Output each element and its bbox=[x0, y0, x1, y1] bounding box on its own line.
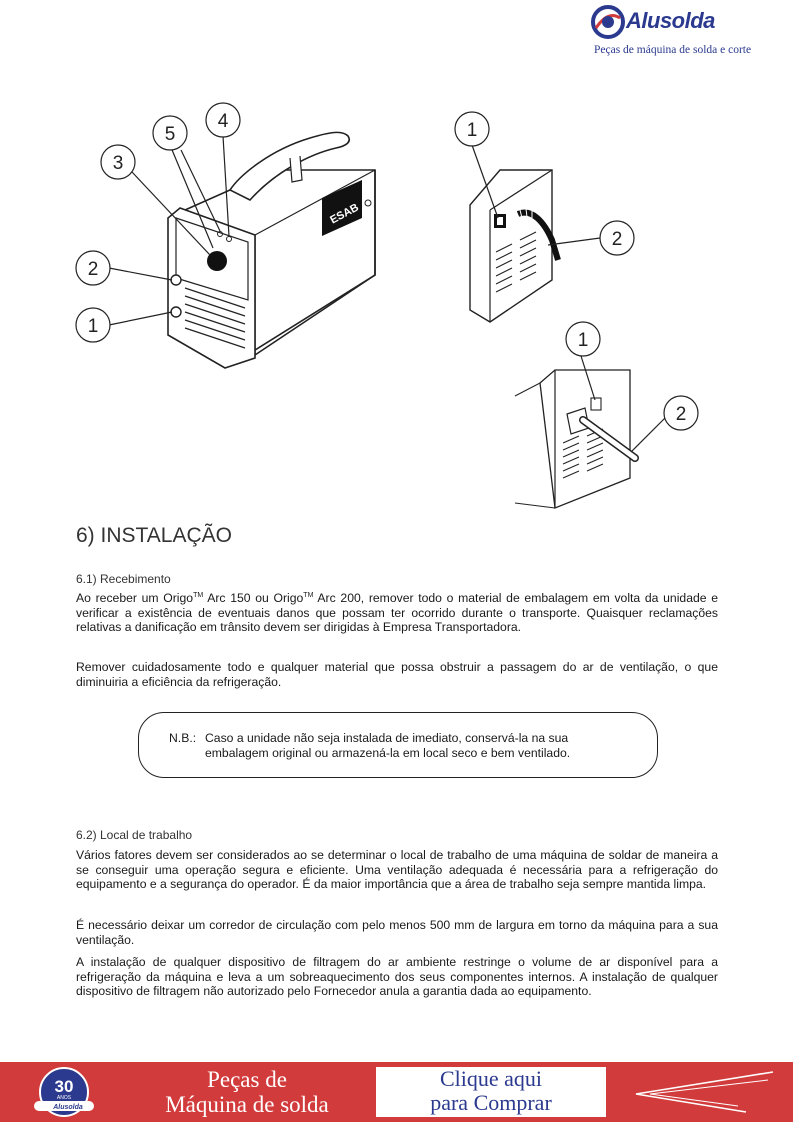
svg-text:5: 5 bbox=[164, 124, 176, 145]
badge-subtitle: ANOS bbox=[56, 1095, 72, 1101]
badge-number: 30 bbox=[54, 1077, 74, 1096]
anniversary-badge-icon bbox=[28, 1066, 100, 1118]
front-brand-label: ESAB bbox=[328, 201, 361, 227]
rear-callout-2 bbox=[600, 221, 634, 255]
svg-text:1: 1 bbox=[87, 316, 99, 337]
receiving-heading: 6.1) Recebimento bbox=[76, 572, 171, 586]
svg-text:2: 2 bbox=[611, 229, 623, 250]
svg-text:1: 1 bbox=[466, 120, 478, 141]
receiving-para1-c: Arc 200, remover todo o material de embalagem em volta da unidade e verificar a existência de eventuais danos que possam ter ocorrido durante o transporte. Quaisquer reclamações relativas a danificação em trânsito devem ser dirigidas à Empresa Transportadora. bbox=[76, 591, 719, 635]
receiving-para1-b: Arc 150 ou Origo bbox=[203, 591, 304, 606]
alusolda-swirl-icon bbox=[590, 4, 626, 40]
front-callout-1 bbox=[76, 308, 110, 342]
receiving-paragraph-2: Remover cuidadosamente todo e qualquer material que possa obstruir a passagem do ar de ventilação, o que diminuiria a eficiência da refrigeração. bbox=[76, 660, 718, 689]
badge-brand: Alusolda bbox=[53, 1104, 83, 1111]
footer-slogan-line-2: Máquina de solda bbox=[165, 1092, 329, 1117]
workplace-paragraph-3: A instalação de qualquer dispositivo de filtragem do ar ambiente restringe o volume de ar disponível para a refrigeração da máquina e leva a um sobreaquecimento dos seus componentes internos. A instalação de qualquer dispositivo de filtragem não autorizado pelo Fornecedor anula a garantia dada ao equipamento. bbox=[76, 955, 718, 999]
side-callout-1 bbox=[566, 322, 600, 356]
footer-slogan-line-1: Peças de bbox=[207, 1067, 287, 1092]
note-line-1: Caso a unidade não seja instalada de imediato, conservá-la na sua bbox=[205, 731, 569, 745]
front-callout-5 bbox=[153, 116, 187, 150]
footer-banner bbox=[0, 1062, 793, 1122]
receiving-paragraph-1 bbox=[76, 589, 718, 635]
workplace-paragraph-1: Vários fatores devem ser considerados ao se determinar o local de trabalho de uma máquina de soldar de maneira a se conseguir uma operação segura e eficiente. Uma ventilação adequada é necessária para a refrigeração do equipamento e a segurança do operador. É da maior importância que a área de trabalho seja sempre mantida limpa. bbox=[76, 848, 718, 892]
buy-button-line-1: Clique aqui bbox=[439, 1066, 543, 1091]
front-callout-3 bbox=[101, 145, 135, 179]
receiving-para1-a: Ao receber um Origo bbox=[76, 591, 194, 606]
note-label: N.B.: bbox=[169, 731, 197, 745]
figure-rear-view bbox=[440, 110, 700, 330]
svg-text:1: 1 bbox=[577, 330, 589, 351]
side-callout-2 bbox=[664, 396, 698, 430]
arrow-left-icon bbox=[628, 1068, 778, 1116]
note-line-2: embalagem original ou armazená-la em local seco e bem ventilado. bbox=[205, 746, 571, 760]
note-box bbox=[138, 712, 658, 778]
svg-text:3: 3 bbox=[112, 153, 124, 174]
svg-text:2: 2 bbox=[675, 404, 687, 425]
figure-side-view bbox=[505, 318, 705, 513]
trademark-2: TM bbox=[303, 592, 314, 599]
workplace-paragraph-2: É necessário deixar um corredor de circulação com pelo menos 500 mm de largura em torno da máquina para a sua ventilação. bbox=[76, 918, 718, 947]
workplace-heading: 6.2) Local de trabalho bbox=[76, 828, 193, 842]
logo-brand-name: Alusolda bbox=[626, 8, 715, 33]
svg-text:4: 4 bbox=[217, 111, 229, 132]
section-title: 6) INSTALAÇÃO bbox=[76, 524, 232, 547]
buy-button[interactable] bbox=[376, 1067, 606, 1117]
figure-front-view bbox=[70, 100, 410, 375]
logo-tagline: Peças de máquina de solda e corte bbox=[594, 44, 752, 56]
buy-button-line-2: para Comprar bbox=[430, 1090, 552, 1115]
note-text bbox=[169, 731, 639, 761]
front-callout-4 bbox=[206, 103, 240, 137]
trademark-1: TM bbox=[193, 592, 204, 599]
header-logo bbox=[590, 4, 780, 62]
rear-callout-1 bbox=[455, 112, 489, 146]
footer-slogan bbox=[132, 1067, 362, 1117]
svg-text:2: 2 bbox=[87, 259, 99, 280]
front-callout-2 bbox=[76, 251, 110, 285]
